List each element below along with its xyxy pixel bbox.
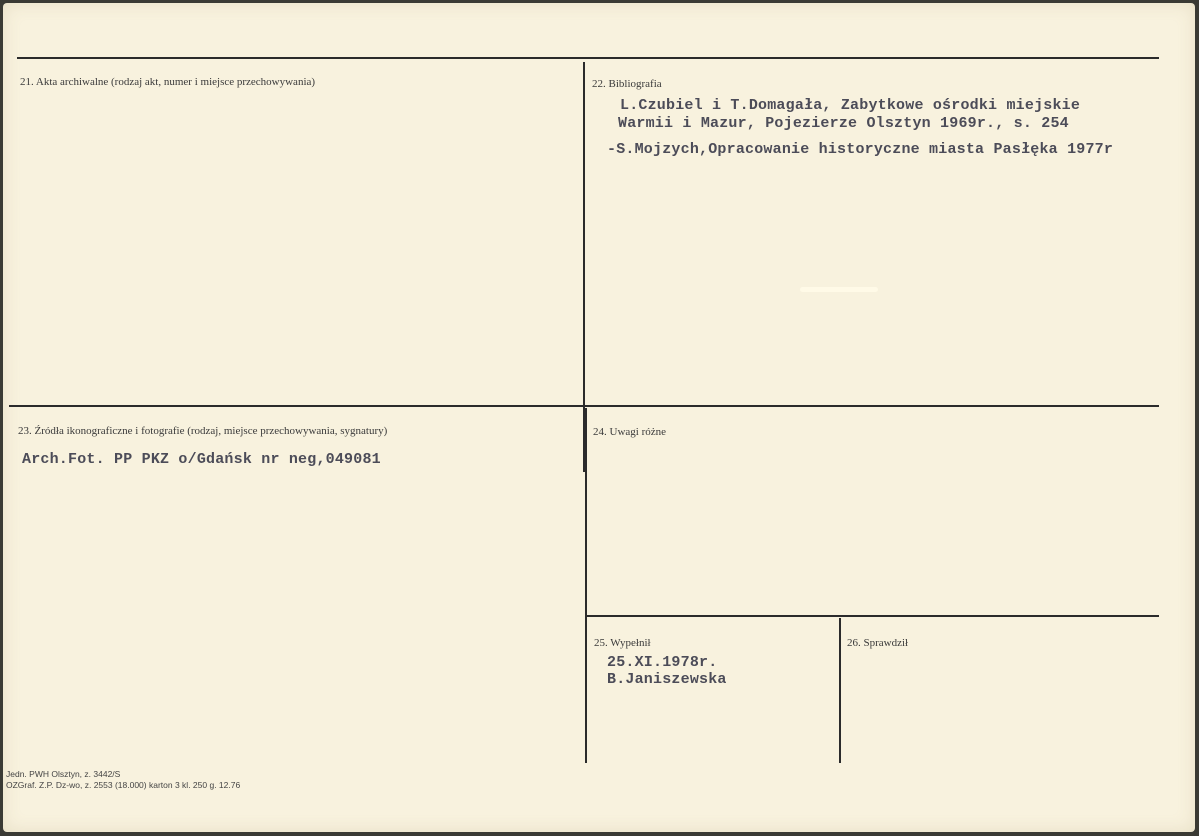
- top-rule: [17, 57, 1159, 59]
- filled-date: 25.XI.1978r.: [607, 654, 718, 671]
- section-25-label: 25. Wypełnił: [594, 637, 651, 649]
- signature-rule: [586, 615, 1159, 617]
- archive-record-card: [3, 3, 1195, 832]
- signature-divider: [839, 618, 841, 763]
- middle-rule: [9, 405, 1159, 407]
- footer-line-2: OZGraf. Z.P. Dz-wo, z. 2553 (18.000) karton 3 kl. 250 g. 12.76: [6, 780, 241, 790]
- footer-line-1: Jedn. PWH Olsztyn, z. 3442/S: [6, 769, 121, 779]
- paper-stain: [800, 287, 878, 292]
- bibliography-line-1: L.Czubiel i T.Domagała, Zabytkowe ośrodki miejskie: [620, 97, 1081, 114]
- section-24-label: 24. Uwagi różne: [593, 426, 667, 438]
- section-26-label: 26. Sprawdził: [847, 637, 909, 649]
- filled-by-name: B.Janiszewska: [607, 671, 727, 688]
- section-21-label: 21. Akta archiwalne (rodzaj akt, numer i miejsce przechowywania): [20, 76, 316, 88]
- iconography-line-1: Arch.Fot. PP PKZ o/Gdańsk nr neg,049081: [22, 451, 381, 468]
- bibliography-line-3: -S.Mojzych,Opracowanie historyczne miasta Pasłęka 1977r: [607, 141, 1114, 158]
- bibliography-line-2: Warmii i Mazur, Pojezierze Olsztyn 1969r., s. 254: [618, 115, 1069, 132]
- section-23-label: 23. Źródła ikonograficzne i fotografie (rodzaj, miejsce przechowywania, sygnatury): [18, 425, 388, 437]
- section-22-label: 22. Bibliografia: [592, 78, 662, 90]
- center-divider-lower: [585, 408, 587, 763]
